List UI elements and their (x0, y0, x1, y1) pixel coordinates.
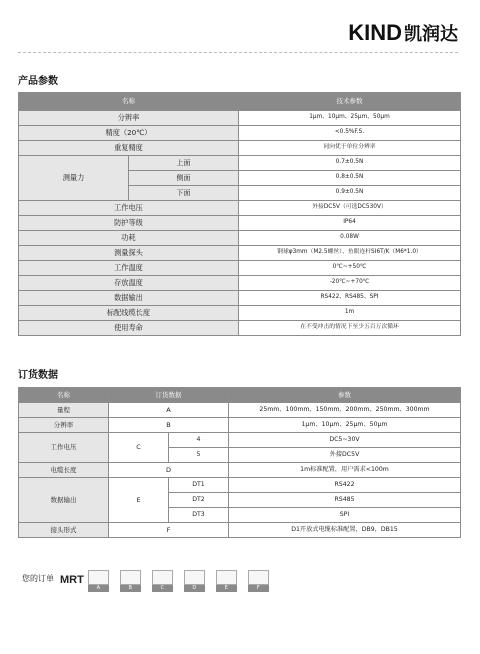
spec-row (19, 321, 461, 336)
order-slot-box[interactable] (184, 570, 205, 585)
order-label: 工作电压 (19, 433, 109, 463)
spec-value: 0.8±0.5N (239, 171, 461, 186)
order-section-title: 订货数据 (18, 370, 58, 381)
order-code: E (109, 478, 169, 523)
order-slot-box[interactable] (88, 570, 109, 585)
spec-label: 标配线缆长度 (19, 306, 239, 321)
order-header-params: 参数 (229, 388, 461, 403)
order-slot-f[interactable] (248, 570, 269, 592)
order-row (19, 478, 461, 493)
order-code: B (109, 418, 229, 433)
spec-value: 同向优于单位分辨率 (239, 141, 461, 156)
order-value: 外接DC5V (229, 448, 461, 463)
spec-label: 测量探头 (19, 246, 239, 261)
order-row (19, 433, 461, 448)
spec-row (19, 261, 461, 276)
order-slot-label: E (216, 585, 237, 592)
order-value: SPI (229, 508, 461, 523)
spec-sublabel: 侧面 (129, 171, 239, 186)
spec-row (19, 201, 461, 216)
spec-sublabel: 上面 (129, 156, 239, 171)
order-value: DC5~30V (229, 433, 461, 448)
spec-label: 工作温度 (19, 261, 239, 276)
spec-row (19, 156, 461, 171)
order-value: 25mm、100mm、150mm、200mm、250mm、300mm (229, 403, 461, 418)
spec-row (19, 276, 461, 291)
spec-row (19, 306, 461, 321)
spec-row (19, 141, 461, 156)
brand-logo (348, 20, 458, 46)
order-table (18, 387, 461, 538)
order-option: DT3 (169, 508, 229, 523)
order-label: 数据输出 (19, 478, 109, 523)
order-row (19, 403, 461, 418)
order-code-label: 您的订单 (22, 574, 54, 583)
order-slot-label: F (248, 585, 269, 592)
spec-value: 外接DC5V（可选DC530V） (239, 201, 461, 216)
order-slot-box[interactable] (152, 570, 173, 585)
order-value: 1μm、10μm、25μm、50μm (229, 418, 461, 433)
spec-value: 0℃~+50℃ (239, 261, 461, 276)
spec-label-force: 测量力 (19, 156, 129, 201)
spec-label: 防护等级 (19, 216, 239, 231)
spec-label: 使用寿命 (19, 321, 239, 336)
spec-row (19, 216, 461, 231)
spec-header-row (19, 93, 461, 111)
spec-value: 0.08W (239, 231, 461, 246)
order-option: DT2 (169, 493, 229, 508)
spec-label: 重复精度 (19, 141, 239, 156)
order-label: 电缆长度 (19, 463, 109, 478)
spec-value: RS422、RS485、SPI (239, 291, 461, 306)
order-value: RS485 (229, 493, 461, 508)
spec-label: 工作电压 (19, 201, 239, 216)
order-row (19, 418, 461, 433)
order-slot-box[interactable] (248, 570, 269, 585)
spec-header-name: 名称 (19, 93, 239, 111)
order-header-row (19, 388, 461, 403)
order-code: A (109, 403, 229, 418)
order-slot-e[interactable] (216, 570, 237, 592)
spec-row (19, 231, 461, 246)
order-slot-d[interactable] (184, 570, 205, 592)
header-divider (18, 52, 458, 53)
order-option: DT1 (169, 478, 229, 493)
order-value: 1m标准配置，用户需求<100m (229, 463, 461, 478)
order-code: C (109, 433, 169, 463)
spec-value: 1m (239, 306, 461, 321)
order-slot-b[interactable] (120, 570, 141, 592)
spec-label: 存放温度 (19, 276, 239, 291)
order-slot-label: A (88, 585, 109, 592)
spec-sublabel: 下面 (129, 186, 239, 201)
spec-section-title: 产品参数 (18, 76, 58, 87)
logo-latin: KIND (348, 20, 402, 45)
order-slot-label: C (152, 585, 173, 592)
order-slot-box[interactable] (120, 570, 141, 585)
spec-label: 分辨率 (19, 111, 239, 126)
logo-chinese: 凯润达 (404, 24, 458, 45)
order-label: 分辨率 (19, 418, 109, 433)
spec-label: 精度（20℃） (19, 126, 239, 141)
spec-value: 0.9±0.5N (239, 186, 461, 201)
order-row (19, 523, 461, 538)
spec-header-params: 技术参数 (239, 93, 461, 111)
order-option: 4 (169, 433, 229, 448)
spec-row (19, 111, 461, 126)
spec-table (18, 92, 461, 336)
spec-value: 在不受冲击的情况下至少五百万次循环 (239, 321, 461, 336)
spec-value: <0.5%F.S. (239, 126, 461, 141)
spec-value: 1μm、10μm、25μm、50μm (239, 111, 461, 126)
order-label: 接头形式 (19, 523, 109, 538)
spec-value: -20℃~+70℃ (239, 276, 461, 291)
order-label: 量程 (19, 403, 109, 418)
order-slot-c[interactable] (152, 570, 173, 592)
order-code-line (22, 570, 280, 592)
order-code: F (109, 523, 229, 538)
order-header-name: 名称 (19, 388, 109, 403)
order-header-order: 订货数据 (109, 388, 229, 403)
order-value: D1开放式电缆标准配置，DB9，DB15 (229, 523, 461, 538)
order-option: 5 (169, 448, 229, 463)
order-slot-label: B (120, 585, 141, 592)
spec-value: IP64 (239, 216, 461, 231)
spec-row (19, 126, 461, 141)
spec-label: 数据输出 (19, 291, 239, 306)
order-code-prefix: MRT (60, 574, 84, 586)
order-row (19, 463, 461, 478)
spec-value: 钢球φ3mm（M2.5螺丝）、鱼眼连杆SI6T/K（M6*1.0） (239, 246, 461, 261)
spec-value: 0.7±0.5N (239, 156, 461, 171)
order-slot-a[interactable] (88, 570, 109, 592)
order-slot-label: D (184, 585, 205, 592)
spec-row (19, 246, 461, 261)
spec-label: 功耗 (19, 231, 239, 246)
order-code: D (109, 463, 229, 478)
order-value: RS422 (229, 478, 461, 493)
order-slot-box[interactable] (216, 570, 237, 585)
spec-row (19, 291, 461, 306)
